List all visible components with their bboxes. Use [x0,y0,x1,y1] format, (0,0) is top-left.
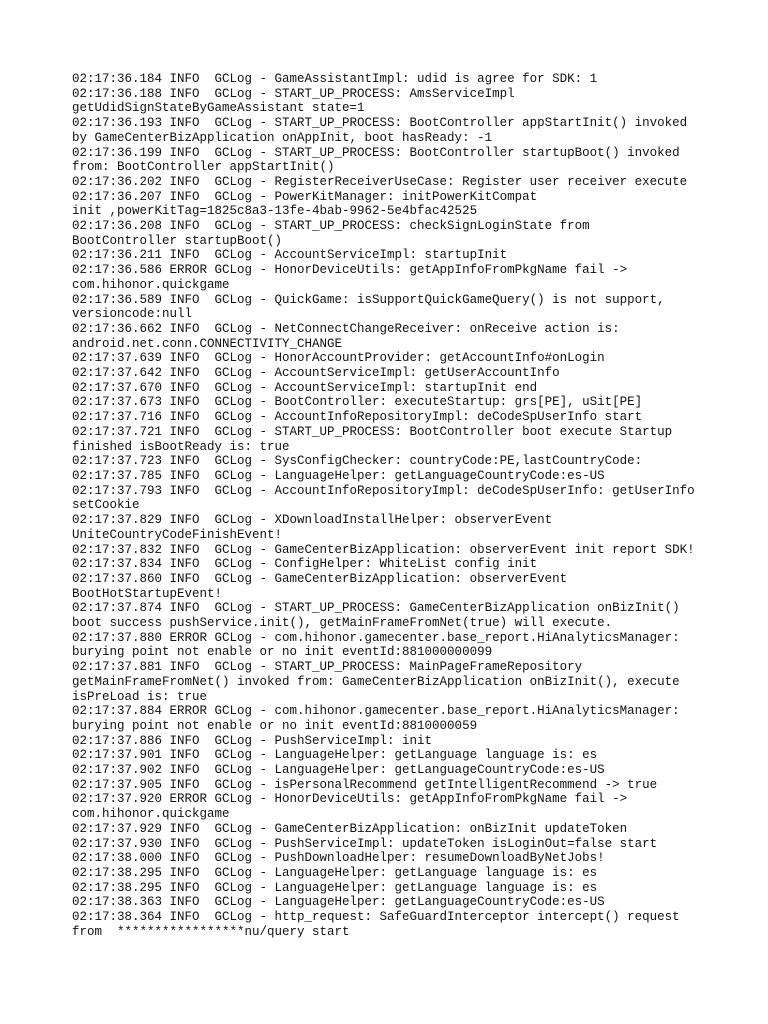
log-line: 02:17:36.662 INFO GCLog - NetConnectChangeReceiver: onReceive action is: [72,321,620,336]
log-line: 02:17:37.902 INFO GCLog - LanguageHelper: getLanguageCountryCode:es-US [72,763,605,778]
log-line: 02:17:37.886 INFO GCLog - PushServiceImpl: init [72,733,433,748]
log-document [72,72,712,939]
log-line: 02:17:36.207 INFO GCLog - PowerKitManager: initPowerKitCompat [72,189,538,204]
log-line: 02:17:37.874 INFO GCLog - START_UP_PROCESS: GameCenterBizApplication onBizInit() [72,601,680,616]
log-line: 02:17:36.188 INFO GCLog - START_UP_PROCESS: AmsServiceImpl [72,86,515,101]
log-line: 02:17:37.901 INFO GCLog - LanguageHelper: getLanguage language is: es [72,748,598,763]
log-line: 02:17:37.930 INFO GCLog - PushServiceImpl: updateToken isLoginOut=false start [72,836,658,851]
log-line: 02:17:36.184 INFO GCLog - GameAssistantImpl: udid is agree for SDK: 1 [72,72,598,86]
log-line: from *****************nu/query start [72,924,350,939]
log-line: 02:17:37.860 INFO GCLog - GameCenterBizApplication: observerEvent [72,571,568,586]
log-line: getUdidSignStateByGameAssistant state=1 [72,101,365,116]
log-line: 02:17:36.211 INFO GCLog - AccountServiceImpl: startupInit [72,248,508,263]
log-line: 02:17:37.670 INFO GCLog - AccountServiceImpl: startupInit end [72,380,538,395]
log-line: 02:17:37.793 INFO GCLog - AccountInfoRepositoryImpl: deCodeSpUserInfo: getUserInfo [72,483,695,498]
log-line: 02:17:38.000 INFO GCLog - PushDownloadHelper: resumeDownloadByNetJobs! [72,851,605,866]
log-line: 02:17:37.884 ERROR GCLog - com.hihonor.gamecenter.base_report.HiAnalyticsManager: [72,704,680,719]
log-line: 02:17:37.920 ERROR GCLog - HonorDeviceUtils: getAppInfoFromPkgName fail -> [72,792,628,807]
log-line: 02:17:36.193 INFO GCLog - START_UP_PROCESS: BootController appStartInit() invoked [72,116,688,131]
log-line: 02:17:37.785 INFO GCLog - LanguageHelper: getLanguageCountryCode:es-US [72,468,605,483]
log-line: com.hihonor.quickgame [72,807,230,822]
log-line: 02:17:38.295 INFO GCLog - LanguageHelper: getLanguage language is: es [72,865,598,880]
log-line: init ,powerKitTag=1825c8a3-13fe-4bab-9962-5e4bfac42525 [72,204,478,219]
log-line: 02:17:37.929 INFO GCLog - GameCenterBizApplication: onBizInit updateToken [72,821,628,836]
log-line: 02:17:37.642 INFO GCLog - AccountServiceImpl: getUserAccountInfo [72,366,560,381]
log-line: com.hihonor.quickgame [72,277,230,292]
log-line: boot success pushService.init(), getMainFrameFromNet(true) will execute. [72,616,613,631]
log-line: 02:17:38.364 INFO GCLog - http_request: SafeGuardInterceptor intercept() request [72,910,680,925]
log-line: BootHotStartupEvent! [72,586,223,601]
log-line: burying point not enable or no init eventId:8810000059 [72,718,478,733]
log-line: 02:17:37.834 INFO GCLog - ConfigHelper: WhiteList config init [72,557,538,572]
log-line: 02:17:37.832 INFO GCLog - GameCenterBizApplication: observerEvent init report SDK! [72,542,695,557]
log-line: 02:17:37.905 INFO GCLog - isPersonalRecommend getIntelligentRecommend -> true [72,777,658,792]
log-line: versioncode:null [72,307,193,322]
log-line: isPreLoad is: true [72,689,208,704]
log-line: 02:17:37.829 INFO GCLog - XDownloadInstallHelper: observerEvent [72,513,553,528]
log-line: burying point not enable or no init eventId:881000000099 [72,645,493,660]
log-line: 02:17:36.202 INFO GCLog - RegisterReceiverUseCase: Register user receiver execute [72,174,688,189]
log-line: from: BootController appStartInit() [72,160,335,175]
log-line: UniteCountryCodeFinishEvent! [72,527,283,542]
log-line: BootController startupBoot() [72,233,283,248]
log-line: 02:17:36.208 INFO GCLog - START_UP_PROCESS: checkSignLoginState from [72,219,590,234]
log-line: 02:17:37.639 INFO GCLog - HonorAccountProvider: getAccountInfo#onLogin [72,351,605,366]
log-line: setCookie [72,498,140,513]
log-line: 02:17:36.589 INFO GCLog - QuickGame: isSupportQuickGameQuery() is not support, [72,292,665,307]
log-line: 02:17:36.586 ERROR GCLog - HonorDeviceUtils: getAppInfoFromPkgName fail -> [72,263,628,278]
log-line: 02:17:37.673 INFO GCLog - BootController: executeStartup: grs[PE], uSit[PE] [72,395,643,410]
log-line: 02:17:37.721 INFO GCLog - START_UP_PROCESS: BootController boot execute Startup [72,424,673,439]
log-line: android.net.conn.CONNECTIVITY_CHANGE [72,336,343,351]
log-line: by GameCenterBizApplication onAppInit, boot hasReady: -1 [72,130,493,145]
log-line: 02:17:38.295 INFO GCLog - LanguageHelper: getLanguage language is: es [72,880,598,895]
log-line: 02:17:37.723 INFO GCLog - SysConfigChecker: countryCode:PE,lastCountryCode: [72,454,643,469]
log-line: finished isBootReady is: true [72,439,290,454]
log-line: 02:17:37.716 INFO GCLog - AccountInfoRepositoryImpl: deCodeSpUserInfo start [72,410,643,425]
log-line: 02:17:37.881 INFO GCLog - START_UP_PROCESS: MainPageFrameRepository [72,660,583,675]
log-line: 02:17:36.199 INFO GCLog - START_UP_PROCESS: BootController startupBoot() invoked [72,145,680,160]
log-line: 02:17:38.363 INFO GCLog - LanguageHelper: getLanguageCountryCode:es-US [72,895,605,910]
log-line: 02:17:37.880 ERROR GCLog - com.hihonor.gamecenter.base_report.HiAnalyticsManager: [72,630,680,645]
log-line: getMainFrameFromNet() invoked from: GameCenterBizApplication onBizInit(), execute [72,674,680,689]
